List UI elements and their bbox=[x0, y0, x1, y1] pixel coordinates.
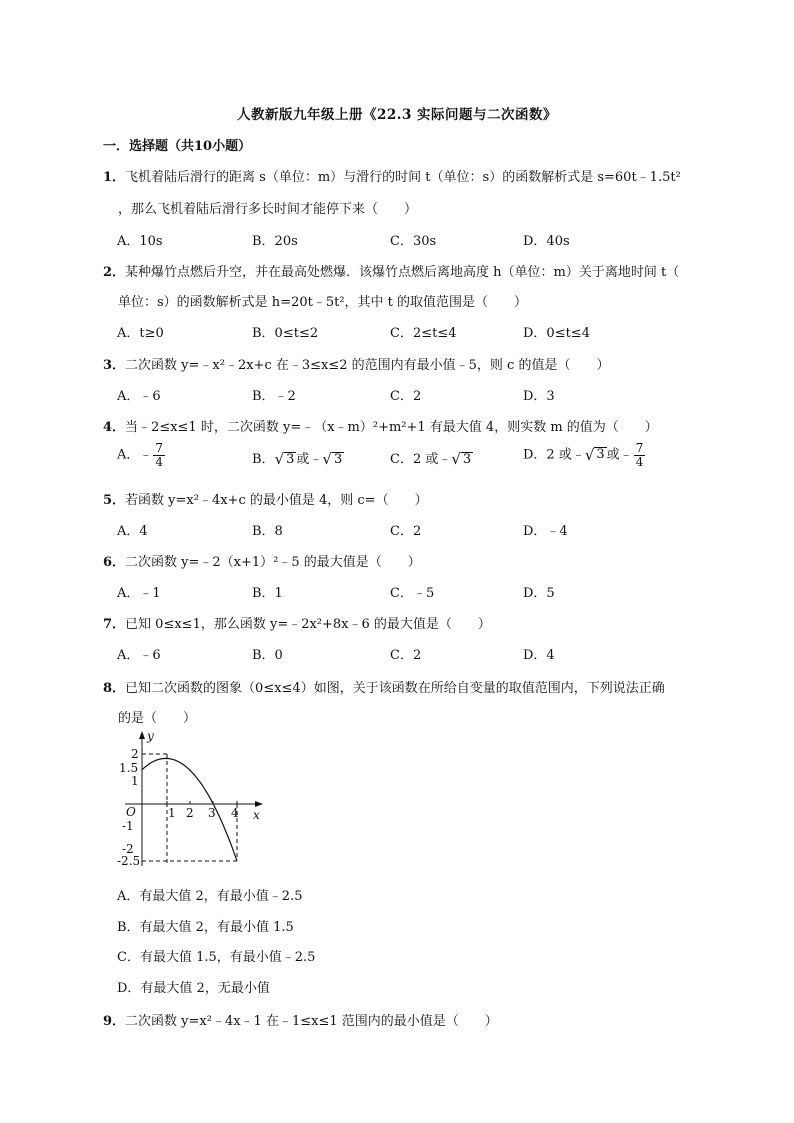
question-text: 二次函数 y=﹣2（x+1）²﹣5 的最大值是（ ） bbox=[125, 555, 421, 570]
option-c[interactable]: C．﹣5 bbox=[390, 586, 435, 601]
option-b[interactable]: B．有最大值 2，有最小值 1.5 bbox=[117, 920, 294, 935]
question-8 bbox=[103, 677, 665, 696]
x-tick-label: 2 bbox=[186, 806, 194, 820]
x-tick-label: 4 bbox=[231, 806, 239, 820]
option-a[interactable]: A．10s bbox=[117, 234, 163, 249]
question-9 bbox=[103, 1010, 498, 1029]
question-text: 二次函数 y=﹣x²﹣2x+c 在﹣3≤x≤2 的范围内有最小值﹣5，则 c 的值是（ ） bbox=[125, 358, 610, 373]
question-number: 4． bbox=[103, 420, 126, 435]
option-b[interactable]: B．0≤t≤2 bbox=[252, 326, 319, 341]
option-b[interactable]: B．0 bbox=[252, 648, 283, 663]
question-text-cont: ，那么飞机着陆后滑行多长时间才能停下来（ ） bbox=[118, 202, 418, 217]
option-b[interactable]: B．1 bbox=[252, 586, 283, 601]
option-c[interactable] bbox=[390, 448, 473, 467]
option-d[interactable]: D．5 bbox=[523, 586, 555, 601]
section-heading: 一．选择题（共10小题） bbox=[103, 139, 252, 154]
question-5 bbox=[103, 489, 428, 508]
fraction bbox=[634, 442, 646, 468]
radicand: 3 bbox=[596, 447, 605, 463]
sqrt-symbol: √ 3 bbox=[451, 450, 472, 469]
y-tick-label: 1 bbox=[131, 774, 139, 788]
fraction-numerator: 7 bbox=[635, 441, 644, 455]
sqrt-symbol: √ 3 bbox=[274, 450, 295, 469]
option-c[interactable]: C．2 bbox=[390, 524, 422, 539]
question-text-cont: 的是（ ） bbox=[118, 711, 197, 726]
option-connector: 或﹣ bbox=[606, 447, 633, 463]
x-axis-arrow bbox=[255, 801, 263, 807]
option-c[interactable]: C．2≤t≤4 bbox=[390, 326, 457, 341]
option-a[interactable]: A．4 bbox=[117, 524, 148, 539]
question-2 bbox=[103, 261, 679, 280]
fraction-numerator: 7 bbox=[155, 441, 164, 455]
y-tick-label: 1.5 bbox=[119, 761, 139, 775]
x-axis-label: x bbox=[253, 808, 260, 822]
option-a[interactable]: A．﹣1 bbox=[117, 586, 161, 601]
x-tick-label: 1 bbox=[168, 806, 176, 820]
y-axis-label: y bbox=[147, 731, 154, 743]
option-c[interactable]: C．有最大值 1.5，有最小值﹣2.5 bbox=[117, 950, 316, 965]
question-text: 飞机着陆后滑行的距离 s（单位：m）与滑行的时间 t（单位：s）的函数解析式是 s=60t﹣1.5t² bbox=[125, 170, 681, 185]
option-b[interactable] bbox=[252, 448, 344, 467]
question-text: 二次函数 y=x²﹣4x﹣1 在﹣1≤x≤1 范围内的最小值是（ ） bbox=[125, 1014, 498, 1029]
option-c[interactable]: C．2 bbox=[390, 648, 422, 663]
option-b[interactable]: B．20s bbox=[252, 234, 298, 249]
option-d[interactable]: D．﹣4 bbox=[523, 524, 568, 539]
question-3 bbox=[103, 354, 609, 373]
origin-label: O bbox=[126, 805, 136, 819]
question-text: 已知 0≤x≤1，那么函数 y=﹣2x²+8x﹣6 的最大值是（ ） bbox=[125, 617, 491, 632]
sqrt-symbol: √ 3 bbox=[584, 445, 605, 464]
y-axis-arrow bbox=[139, 731, 145, 739]
option-b[interactable]: B．8 bbox=[252, 524, 283, 539]
question-number: 6． bbox=[103, 555, 126, 570]
option-d[interactable]: D．4 bbox=[523, 648, 555, 663]
question-4 bbox=[103, 416, 658, 435]
question-text: 已知二次函数的图象（0≤x≤4）如图，关于该函数在所给自变量的取值范围内，下列说法正确 bbox=[125, 681, 665, 696]
question-number: 7． bbox=[103, 617, 126, 632]
sqrt-symbol: √ 3 bbox=[322, 450, 343, 469]
fraction-denominator: 4 bbox=[155, 454, 164, 469]
option-label: B． bbox=[252, 452, 275, 467]
question-text-cont: 单位：s）的函数解析式是 h=20t﹣5t²，其中 t 的取值范围是（ ） bbox=[118, 295, 528, 310]
question-number: 2． bbox=[103, 265, 126, 280]
question-number: 8． bbox=[103, 681, 126, 696]
radicand: 3 bbox=[286, 451, 295, 467]
radicand: 3 bbox=[462, 451, 472, 467]
fraction-denominator: 4 bbox=[635, 454, 644, 469]
option-connector: 或﹣ bbox=[296, 452, 323, 467]
question-number: 3． bbox=[103, 358, 126, 373]
question-6 bbox=[103, 551, 421, 570]
y-tick-label: -2.5 bbox=[117, 854, 141, 868]
question-1 bbox=[103, 166, 681, 185]
question-number: 9． bbox=[103, 1014, 126, 1029]
fraction bbox=[153, 442, 165, 468]
question-text: 某种爆竹点燃后升空，并在最高处燃爆．该爆竹点燃后离地高度 h（单位：m）关于离地时间 t（ bbox=[125, 265, 680, 280]
option-d[interactable] bbox=[523, 442, 646, 468]
option-c[interactable]: C．2 bbox=[390, 389, 422, 404]
y-tick-label: 2 bbox=[131, 747, 139, 761]
x-tick-label: 3 bbox=[208, 806, 216, 820]
question-number: 5． bbox=[103, 493, 126, 508]
question-text: 当﹣2≤x≤1 时，二次函数 y=﹣（x﹣m）²+m²+1 有最大值 4，则实数 m 的值为（ ） bbox=[125, 420, 658, 435]
parabola-figure bbox=[117, 731, 267, 871]
y-tick-label: -2 bbox=[122, 842, 134, 856]
option-a[interactable]: A．有最大值 2，有最小值﹣2.5 bbox=[117, 889, 303, 904]
question-7 bbox=[103, 613, 491, 632]
option-d[interactable]: D．3 bbox=[523, 389, 555, 404]
option-a[interactable]: A．﹣6 bbox=[117, 389, 161, 404]
radicand: 3 bbox=[333, 451, 343, 467]
option-a[interactable] bbox=[117, 442, 166, 468]
option-d[interactable]: D．40s bbox=[523, 234, 570, 249]
option-label: A．﹣ bbox=[117, 447, 153, 463]
page-title: 人教新版九年级上册《22.3 实际问题与二次函数》 bbox=[236, 107, 558, 123]
question-number: 1． bbox=[103, 170, 126, 185]
option-label: C．2 或﹣ bbox=[390, 452, 452, 467]
option-label: D．2 或﹣ bbox=[523, 447, 585, 463]
option-c[interactable]: C．30s bbox=[390, 234, 437, 249]
option-d[interactable]: D．0≤t≤4 bbox=[523, 326, 590, 341]
option-a[interactable]: A．﹣6 bbox=[117, 648, 161, 663]
option-a[interactable]: A．t≥0 bbox=[117, 326, 164, 341]
option-b[interactable]: B．﹣2 bbox=[252, 389, 296, 404]
y-tick-label: -1 bbox=[122, 819, 134, 833]
question-text: 若函数 y=x²﹣4x+c 的最小值是 4，则 c=（ ） bbox=[125, 493, 428, 508]
option-d[interactable]: D．有最大值 2，无最小值 bbox=[117, 981, 270, 996]
